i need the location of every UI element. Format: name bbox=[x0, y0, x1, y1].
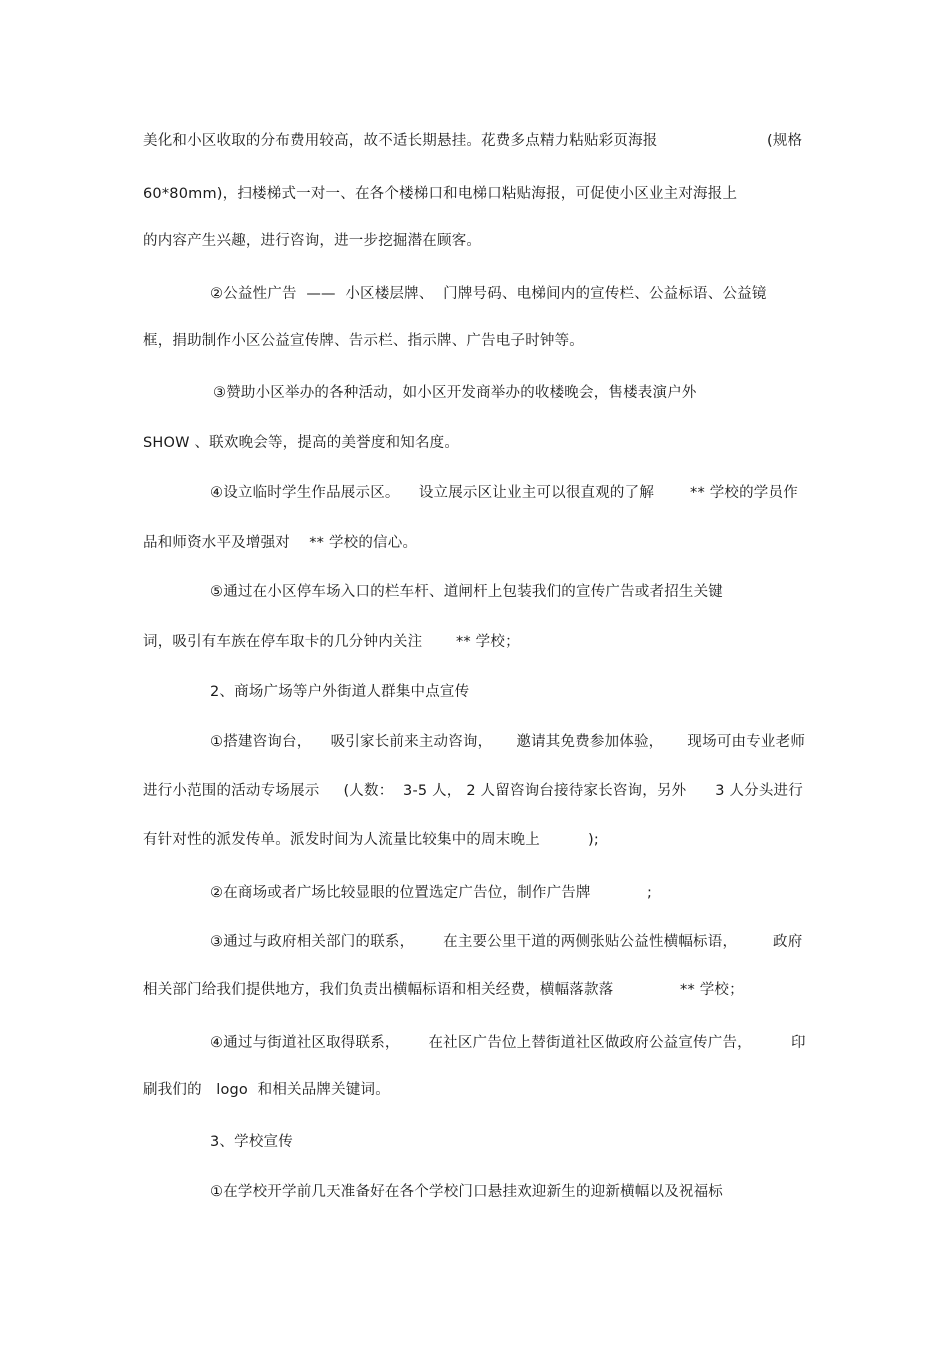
text-line: 的内容产生兴趣，进行咨询，进一步挖掘潜在顾客。 bbox=[143, 233, 482, 249]
text-line: ④通过与街道社区取得联系， 在社区广告位上替街道社区做政府公益宣传广告， bbox=[210, 1035, 752, 1051]
text-line: 品和师资水平及增强对 ** 学校的信心。 bbox=[143, 535, 418, 551]
text-line: ④设立临时学生作品展示区。 设立展示区让业主可以很直观的了解 bbox=[210, 485, 655, 501]
text-line: 框，捐助制作小区公益宣传牌、告示栏、指示牌、广告电子时钟等。 bbox=[143, 333, 584, 349]
text-line: ③赞助小区举办的各种活动，如小区开发商举办的收楼晚会，售楼表演户外 bbox=[213, 385, 697, 401]
text-line: ①在学校开学前几天准备好在各个学校门口悬挂欢迎新生的迎新横幅以及祝福标 bbox=[210, 1184, 723, 1200]
text-line: 有针对性的派发传单。派发时间为人流量比较集中的周末晚上 ); bbox=[143, 832, 599, 848]
section-heading: 2、商场广场等户外街道人群集中点宣传 bbox=[210, 684, 470, 700]
text-line: ⑤通过在小区停车场入口的栏车杆、道闸杆上包装我们的宣传广告或者招生关键 bbox=[210, 584, 723, 600]
text-line: ** 学校的学员作 bbox=[690, 485, 798, 501]
text-line: 印 bbox=[791, 1035, 806, 1051]
text-line: 相关部门给我们提供地方，我们负责出横幅标语和相关经费，横幅落款落 bbox=[143, 982, 614, 998]
section-heading: 3、学校宣传 bbox=[210, 1134, 293, 1150]
text-line: 政府 bbox=[773, 934, 803, 950]
text-line: 进行小范围的活动专场展示 (人数： 3-5 人， 2 人留咨询台接待家长咨询，另外 3 人分头进行 bbox=[143, 783, 803, 799]
text-line: ②公益性广告 —— 小区楼层牌、 门牌号码、电梯间内的宣传栏、公益标语、公益镜 bbox=[210, 286, 767, 302]
text-line: 美化和小区收取的分布费用较高，故不适长期悬挂。花费多点精力粘贴彩页海报 bbox=[143, 133, 658, 149]
text-line: ** 学校； bbox=[680, 982, 744, 998]
text-line: ③通过与政府相关部门的联系， 在主要公里干道的两侧张贴公益性横幅标语， bbox=[210, 934, 738, 950]
text-line: 词，吸引有车族在停车取卡的几分钟内关注 ** 学校； bbox=[143, 634, 520, 650]
text-line: ; bbox=[647, 885, 653, 901]
text-line: ①搭建咨询台， 吸引家长前来主动咨询， 邀请其免费参加体验， 现场可由专业老师 bbox=[210, 734, 806, 750]
text-line: 60*80mm)，扫楼梯式一对一、在各个楼梯口和电梯口粘贴海报，可促使小区业主对海报上 bbox=[143, 186, 738, 202]
text-line: (规格 bbox=[767, 133, 803, 149]
text-line: SHOW 、联欢晚会等，提高的美誉度和知名度。 bbox=[143, 435, 460, 451]
text-line: 刷我们的 logo 和相关品牌关键词。 bbox=[143, 1082, 390, 1098]
text-line: ②在商场或者广场比较显眼的位置选定广告位，制作广告牌 bbox=[210, 885, 591, 901]
